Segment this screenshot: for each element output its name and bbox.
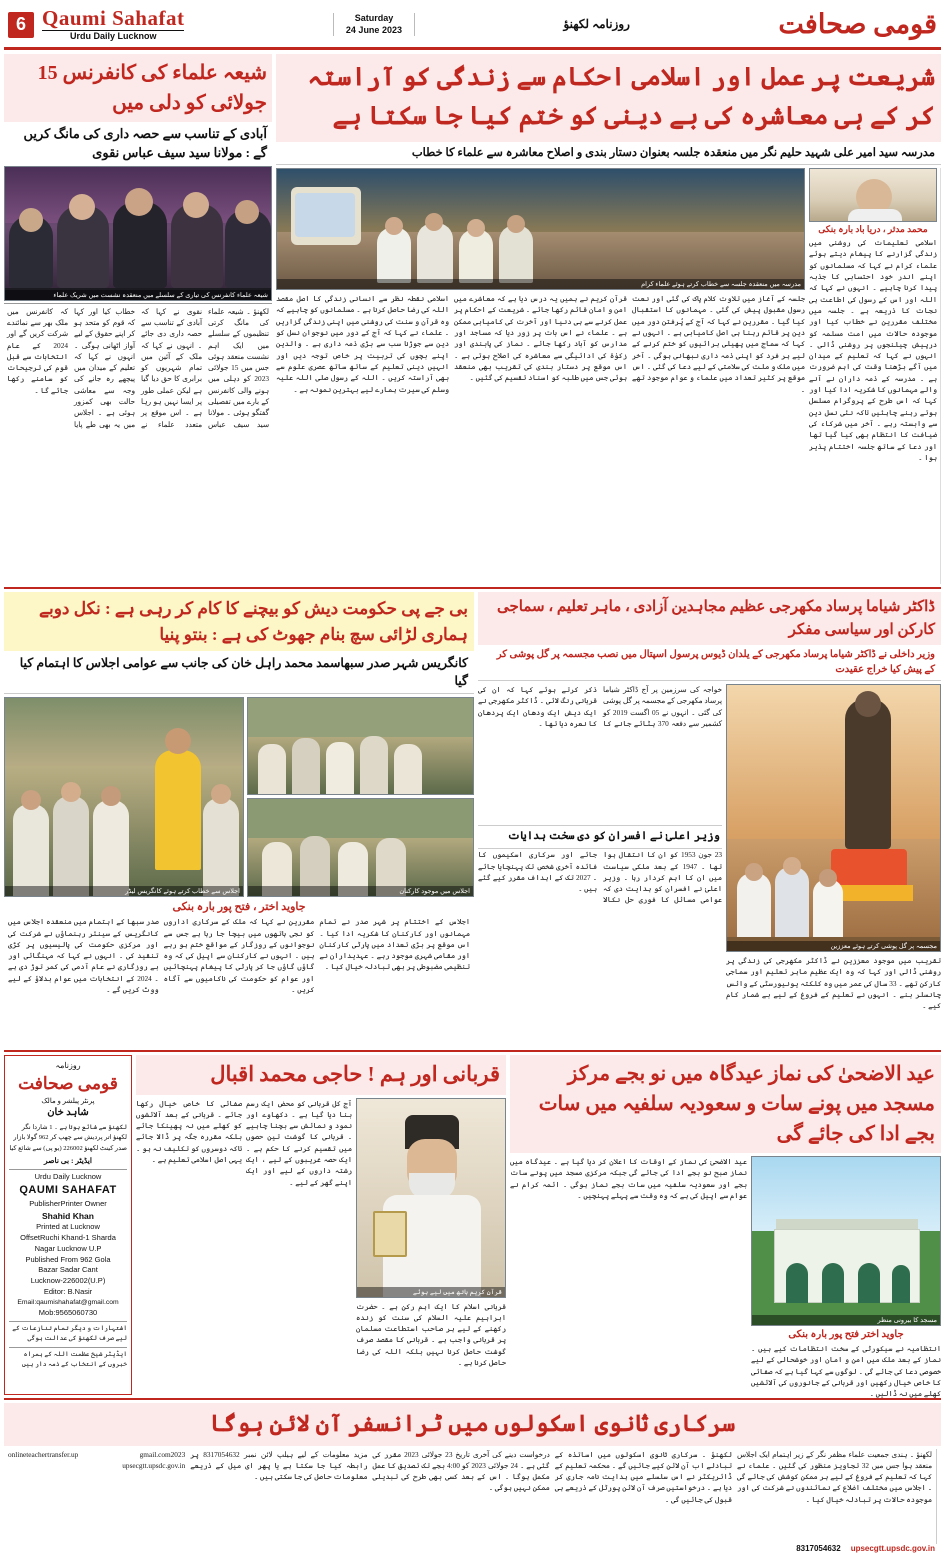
colophon-en-3: PublisherPrinter Owner: [29, 1198, 107, 1208]
transfer-website-1: upsecgtt.upsdc.gov.in: [122, 1460, 186, 1470]
eid-headline-band: [510, 1055, 941, 1153]
colophon-en-9: Bazar Sadar Cant: [38, 1265, 98, 1275]
transfer-headline-band: [4, 1403, 941, 1446]
colophon-editor-urdu: ایڈیٹر : بی ناصر: [44, 1156, 92, 1166]
statue-photo: [726, 684, 941, 952]
masthead-left: [8, 8, 184, 41]
bottom-section: [4, 1055, 941, 1399]
left-top-headline-band: [4, 54, 272, 122]
statue-photo-col: [726, 684, 941, 1047]
colophon-address-urdu: لکھنؤ سے شائع ہوتا ہے ۔ 1 شاردا نگر لکھنؤ اتر پردیش سے چھپ کر 962 گولا بازار صدر کینٹ لکھنؤ 226002 (یو پی) سے شائع کیا: [9, 1123, 127, 1152]
statue-column-2: تقریب میں موجود معززین نے ڈاکٹر مکھرجی کی زندگی پر روشنی ڈالی اور کہا کہ وہ ایک عظیم ماہر تعلیم اور سماجی کارکن تھے ۔ 33 سال کی عمر میں وہ کلکتہ یونیورسٹی کے وائس چانسلر بنے ۔ انہوں نے تعلیم کے فروغ کے لیے بے شمار کام کیے ۔: [726, 956, 942, 1011]
left-top-headline: شیعہ علماء کی کانفرنس 15 جولائی کو دلی میں: [37, 62, 267, 114]
qurbani-headline: قربانی اور ہم ! حاجی محمد اقبال: [210, 1062, 500, 1086]
transfer-website-link-2[interactable]: upsecgtt.upsdc.gov.in: [850, 1544, 935, 1553]
masthead-urdu-subtitle: روزنامہ لکھنؤ: [563, 17, 630, 31]
page-number-badge: 6: [8, 12, 34, 38]
bjp-column-1: صدر سبھا کے اہتمام میں منعقدہ اجلاس میں کانگریس کے سینئر رہنماؤں نے شرکت کی اور مرکزی حکومت کی پالیسیوں پر کڑی تنقید کی ۔ انہوں نے کہا کہ مہنگائی اور بے روزگاری نے عام آدمی کی کمر توڑ دی ہے ۔ 2024 کے انتخابات میں عوام بدلاؤ کے لیے ووٹ کریں گے ۔: [8, 917, 159, 995]
transfer-header: [4, 1403, 941, 1446]
colophon-urdu-name: قومی صحافت: [18, 1073, 118, 1093]
transfer-columns: [4, 1449, 941, 1545]
bjp-photo-stack: [247, 697, 474, 897]
top-right-columns: [276, 293, 805, 584]
divider-1: [4, 587, 941, 589]
transfer-helpline-number: 8317054632: [796, 1544, 841, 1553]
bjp-photo-caption-1: اجلاس سے خطاب کرتے ہوئے کانگریس لیڈر: [5, 886, 243, 896]
divider-2: [4, 1050, 941, 1052]
top-section: [4, 54, 941, 584]
masthead-english-subtitle: Urdu Daily Lucknow: [42, 30, 184, 41]
eid-content: [510, 1156, 941, 1399]
top-right-article: [276, 54, 941, 584]
qurbani-photo-caption: قرآن کریم ہاتھ میں لیے ہوئے: [357, 1287, 505, 1297]
top-right-content: [276, 168, 941, 584]
colophon-urdu-daily: روزنامہ: [55, 1061, 81, 1070]
colophon-owner-label: پرنٹر پبلشر و مالک: [41, 1097, 95, 1106]
bjp-photo-caption-2: اجلاس میں موجود کارکنان: [248, 886, 473, 896]
qurbani-column-1: قربانی اسلام کا ایک اہم رکن ہے ۔ حضرت ابراہیم علیہ السلام کی سنت کو زندہ رکھنے کے لیے ہر صاحب استطاعت مسلمان پر قربانی واجب ہے ۔ قربانی کا مقصد صرف گوشت حاصل کرنا نہیں بلکہ اللہ کی رضا حاصل کرنا ہے ۔: [356, 1301, 506, 1367]
colophon-en-4: Shahid Khan: [42, 1210, 94, 1221]
top-right-text-col: [276, 168, 805, 584]
left-top-photo: [4, 166, 272, 301]
masthead: [4, 4, 941, 50]
eid-photo: [751, 1156, 941, 1326]
colophon-owner-name: شاہد خان: [47, 1107, 89, 1119]
masthead-date: [333, 13, 415, 36]
left-top-body: لکھنؤ ۔ شیعہ علماء کی مانگ کرتی تنظیموں کے سلسلے میں ایک اہم نشست منعقد ہوئی جس میں 15 جولائی 2023 کو دہلی میں ہونے والی کانفرنس کے بارے میں تفصیلی گفتگو ہوئی ۔ مولانا سید سیف عباس نقوی نے کہا کہ آبادی کے تناسب سے حصہ داری دی جائے ۔ انہوں نے کہا کہ ملک کے آئین میں تمام شہریوں کو برابری کا حق دیا گیا ہے لیکن عملی طور پر ایسا نہیں ہو رہا ہے ۔ اس موقع پر متعدد علماء نے خطاب کیا اور کہا کہ قوم کو متحد ہو کر اپنے حقوق کے لیے آواز اٹھانی ہوگی ۔ انہوں نے کہا کہ تعلیم کے میدان میں پیچھے رہ جانے کی وجہ سے معاشی حالت بھی کمزور ہوئی ہے ۔ اجلاس میں یہ بھی طے پایا کہ کانفرنس میں ملک بھر سے نمائندے شرکت کریں گے اور 2024 کے عام انتخابات سے قبل قوم کی ترجیحات کو سامنے رکھا جائے گا ۔: [7, 306, 269, 429]
colophon-en-10: Lucknow-226002(U.P): [30, 1276, 106, 1286]
eid-photo-caption: مسجد کا بیرونی منظر: [752, 1315, 940, 1325]
far-right-photo: [809, 168, 937, 222]
statue-subhead: وزیر داخلی نے ڈاکٹر شیاما پرساد مکھرجی کے یلدان ڈیوس پرسول اسپتال میں نصب مجسمہ پر گل پوشی کر کے پیش کیا خراج عقیدت: [496, 649, 935, 675]
left-top-article: [4, 54, 272, 584]
statue-headline-band: [478, 592, 941, 645]
eid-photo-col: [751, 1156, 941, 1399]
top-right-column-2: قرآن کریم نے ہمیں یہ درس دیا ہے کہ معاشرے میں امن و امان قائم رکھا جائے ۔ شریعت کے احکام پر عمل کرنے سے ہی دنیا اور آخرت کی کامیابی ممکن ہے ۔ علماء نے اس بات پر زور دیا کہ مساجد اور مدارس کو آباد رکھا جائے ۔ نماز کی پابندی اور زکوٰۃ کی ادائیگی سے معاشرہ کی اصلاح ہوتی ہے ۔ اس موقع پر دستار بندی کی تقریب بھی منعقد ہوئی جس میں طلبہ کو اسناد تقسیم کی گئیں ۔: [454, 294, 627, 383]
colophon: [4, 1055, 132, 1395]
top-right-column-3: جلسہ کے آغاز میں تلاوت کلام پاک کی گئی اور نعت رسول مقبول پیش کی گئی ۔ مہمانوں کا استقبال کیا گیا ۔ مقررین نے کہا کہ آج کے پُرفتن دور میں دین پر قائم رہنا ہی اصل کامیابی ہے ۔ انہوں نے کہا کہ سماج میں پھیلی برائیوں کو ختم کرنے کے لیے ہر فرد کو اپنی ذمہ داری نبھانی ہوگی ۔ آخر میں ملک و ملت کی سلامتی کے لیے دعا کی گئی ۔ اس موقع پر کثیر تعداد میں علماء و عوام موجود تھے ۔: [632, 294, 805, 394]
transfer-email-value: onlineteachertransfer.up gmail.com2023: [8, 1449, 186, 1459]
left-top-photo-caption: شیعہ علماء کانفرنس کی تیاری کے سلسلے میں منعقدہ نشست میں شریک علماء: [5, 290, 271, 300]
colophon-en-8: Published From 962 Gola: [25, 1254, 111, 1264]
eid-column-1: عید الاضحیٰ کی نماز کے اوقات کا اعلان کر دیا گیا ہے ۔ عیدگاہ میں نماز صبح نو بجے ادا کی جائے گی جبکہ مرکزی مسجد میں پونے سات بجے اور سعودیہ سلفیہ میں سات بجے نماز ہوگی ۔ ائمہ کرام نے عوام سے اپیل کی ہے کہ وہ وقت سے پہلے پہنچیں ۔: [510, 1157, 747, 1200]
top-right-photo-caption: مدرسہ میں منعقدہ جلسہ سے خطاب کرتے ہوئے علماء کرام: [277, 279, 804, 289]
qurbani-photo: [356, 1098, 506, 1298]
colophon-block: [4, 1055, 132, 1395]
statue-article: [478, 592, 941, 1047]
colophon-mobile: Mob:9565060730: [38, 1307, 98, 1317]
colophon-en-1: Urdu Daily Lucknow: [34, 1171, 102, 1181]
top-right-column-1: اسلامی نقطہ نظر سے انسانی زندگی کا اصل مقصد اللہ کی رضا حاصل کرنا ہے ۔ مسلمانوں کو چاہیے کہ وہ قرآن و سنت کی روشنی میں اپنی زندگی گزاریں ۔ علماء نے کہا کہ آج کے دور میں نوجوان نسل کو دین سے جوڑنا سب سے بڑی ذمہ داری ہے ۔ والدین اپنے بچوں کی تربیت پر خاص توجہ دیں اور انہیں دینی تعلیم کے ساتھ ساتھ عصری علوم سے بھی آراستہ کریں ۔ اللہ کے رسول صلی اللہ علیہ وسلم کی سیرت ہمارے لیے بہترین نمونہ ہے ۔: [276, 294, 449, 394]
transfer-article: [4, 1403, 941, 1553]
eid-column-2: انتظامیہ نے سیکورٹی کے سخت انتظامات کیے ہیں ۔ نماز کے بعد ملک میں امن و امان اور خوشحالی کے لیے خصوصی دعا کی جائے گی ۔ لوگوں سے کہا گیا ہے کہ صفائی کا خاص خیال رکھیں اور قربانی کے جانوروں کی آلائشیں کھلے میں نہ ڈالیں ۔: [751, 1344, 941, 1399]
statue-column-1: خواجہ کی سرزمین پر آج ڈاکٹر شیاما پرساد مکھرجی کے مجسمہ پر گل پوشی کی گئی ۔ انہوں نے 05 اگست 2019 کو کشمیر سے دفعہ 370 ہٹائے جانے کا ذکر کرتے ہوئے کہا کہ ان کی قربانی رنگ لائی ۔ ڈاکٹر مکھرجی نے ایک دیش ایک ودھان ایک پردھان کا نعرہ دیا تھا ۔: [478, 685, 723, 728]
transfer-headline: سرکاری ثانوی اسکولوں میں ٹرانسفر آن لائن ہوگا: [209, 1411, 736, 1436]
qurbani-article: [136, 1055, 506, 1395]
far-right-byline: محمد مدثر ، دریا باد بارہ بنکی: [818, 224, 928, 235]
transfer-side-note: لکھنؤ ۔ ہندی جمعیت علماء مظفر نگر کے زیر اہتمام ایک اجلاس منعقد ہوا جس میں 32 تجاویز منظور کی گئیں ۔ علماء نے کہا کہ تعلیم کے فروغ کے لیے ہر ممکن کوشش کی جائے گی ۔ اجلاس میں مختلف اضلاع کے نمائندوں نے شرکت کی اور موجودہ حالات پر تبادلہ خیال کیا ۔: [737, 1449, 937, 1545]
left-top-subhead: آبادی کے تناسب سے حصہ داری کی مانگ کریں گے : مولانا سید سیف عباس نقوی: [23, 126, 267, 160]
middle-section: [4, 592, 941, 1047]
bjp-headline-1: بی جے پی حکومت دیش کو بیچنے کا کام کر رہی ہے : نکل دوبے: [39, 599, 468, 618]
qurbani-headline-band: [136, 1055, 506, 1095]
top-right-headline: شریعت پر عمل اور اسلامی احکام سے زندگی کو آراستہ کر کے ہی معاشرہ کی بے دینی کو ختم کیا جا سکتا ہے: [307, 64, 935, 130]
bjp-article: [4, 592, 474, 1047]
bjp-headline-band: [4, 592, 474, 651]
transfer-column-2: درخواست دینے کی آخری تاریخ 23 جولائی 2023 مقرر کی گئی ہے ۔ 24 جولائی 2023 کو 4:00 بجے تک تصدیق کا عمل مکمل ہوگا ۔ اس کے بعد کسی بھی طرح کی تبدیلی ممکن نہیں ہوگی ۔: [372, 1449, 550, 1493]
statue-content: [478, 684, 941, 1047]
bjp-column-3: اجلاس کے اختتام پر شہر صدر نے تمام مہمانوں اور کارکنان کا شکریہ ادا کیا ۔ اس موقع پر بڑی تعداد میں پارٹی کارکنان اور مقامی شہری موجود رہے ۔ عہدیداران نے تنظیمی مضبوطی پر بھی تبادلہ خیال کیا ۔: [319, 917, 471, 972]
bjp-photo-3: [247, 798, 474, 897]
bjp-columns: [4, 916, 474, 1047]
statue-left-text: [478, 684, 722, 1047]
bjp-byline: جاوید اختر ، فتح پور بارہ بنکی: [172, 901, 306, 914]
statue-subhead-wrap: [478, 645, 941, 681]
eid-article: [510, 1055, 941, 1399]
eid-left: [510, 1156, 747, 1399]
bjp-subhead-wrap: [4, 651, 474, 694]
far-right-col: [809, 168, 941, 584]
masthead-day: Saturday: [354, 13, 394, 24]
colophon-en-2: QAUMI SAHAFAT: [19, 1183, 117, 1196]
statue-column-3: 23 جون 1953 کو ان کا انتقال ہوا تھا ۔ 1947 کے بعد ملکی سیاست میں ان کا اہم کردار رہا ۔ وزیر اعلیٰ نے افسران کو ہدایت دی کہ عوامی مسائل کا فوری حل نکالا جائے اور سرکاری اسکیموں کا فائدہ آخری شخص تک پہنچایا جائے ۔ 2027 تک کے اہداف مقرر کیے گئے ہیں ۔: [478, 850, 722, 905]
masthead-date-value: 24 June 2023: [345, 24, 402, 35]
top-right-subhead: مدرسہ سید امیر علی شہید حلیم نگر میں منعقدہ جلسہ بعنوان دستار بندی و اصلاح معاشرہ سے علماء کا خطاب: [411, 146, 935, 159]
colophon-email: Email:qaumishahafat@gmail.com: [17, 1299, 119, 1307]
transfer-column-1: لکھنؤ ۔ سرکاری ثانوی اسکولوں میں اساتذہ کے تبادلے اب آن لائن کیے جائیں گے ۔ محکمہ تعلیم کے ڈائریکٹر نے اس سلسلے میں ہدایت نامہ جاری کر دیا ہے ۔ درخواستیں صرف آن لائن پورٹل کے ذریعے ہی قبول کی جائیں گی ۔: [554, 1449, 732, 1504]
qurbani-content: [136, 1098, 506, 1396]
colophon-en-11: Editor: B.Nasir: [43, 1287, 93, 1297]
colophon-footer-2: ایڈیٹر شیخ عظمت اللہ کے ہمراہ خبروں کے انتخاب کے ذمہ دار ہیں: [22, 1350, 127, 1368]
colophon-en-7: Nagar Lucknow U.P: [34, 1243, 102, 1253]
statue-photo-caption: مجسمہ پر گل پوشی کرتے ہوئے معززین: [727, 941, 940, 951]
colophon-footer-1: اشتہارات و دیگر تمام تنازعات کے لیے صرف لکھنؤ کی عدالت ہوگی: [12, 1324, 127, 1343]
masthead-urdu-title: قومی صحافت: [778, 9, 937, 39]
left-top-subhead-wrap: [4, 122, 272, 166]
colophon-en-5: Printed at Lucknow: [36, 1221, 100, 1231]
qurbani-column-3: صفائی کا خاص خیال رکھا جائے ۔ قربانی کے بعد آلائشوں کو کھلے میں نہ پھینکا جائے بلکہ مقررہ جگہ پر ڈالا جائے تاکہ دوسروں کو تکلیف نہ ہو ۔ یہی اصل اسلامی تعلیم ہے ۔: [136, 1098, 242, 1164]
bjp-subhead: کانگریس شہر صدر سبھاسمد محمد راہل خان کی جانب سے عوامی اجلاس کا اہتمام کیا گیا: [19, 656, 468, 689]
transfer-links: [4, 1544, 941, 1553]
bjp-photos: [4, 697, 474, 897]
colophon-en-6: OffsetRuchi Khand-1 Sharda: [20, 1232, 116, 1242]
statue-sub-headline: وزیر اعلیٰ نے افسران کو دی سخت ہدایات: [478, 825, 722, 849]
transfer-column-3: مزید معلومات کے لیے ہیلپ لائن نمبر 8317054632 پر رابطہ کیا جا سکتا ہے یا پھر ای میل کے ذریعے معلومات حاصل کی جا سکتی ہیں ۔: [190, 1449, 368, 1482]
bjp-column-2: مقررین نے کہا کہ ملک کے سرکاری اداروں کو نجی ہاتھوں میں بیچا جا رہا ہے جس سے نوجوانوں کے روزگار کے مواقع ختم ہو رہے ہیں ۔ انہوں نے کارکنان سے اپیل کی کہ وہ گاؤں گاؤں جا کر پارٹی کا پیغام پہنچائیں اور عوام کو حکومت کی ناکامیوں سے آگاہ کریں ۔: [163, 917, 315, 995]
top-right-headline-band: [276, 54, 941, 142]
far-right-body: اسلامی تعلیمات کی روشنی میں زندگی گزارنے کا پیغام دیتے ہوئے علماء کرام نے کہا کہ مسلمانوں کو اپنے اندر خود احتسابی کا جذبہ پیدا کرنا چاہیے ۔ انہوں نے کہا کہ اللہ اور اس کے رسول کی اطاعت ہی نجات کا ذریعہ ہے ۔ جلسہ میں مختلف مقررین نے خطاب کیا اور موجودہ حالات میں امت مسلمہ کو درپیش چیلنجوں پر روشنی ڈالی ۔ انہوں نے کہا کہ تعلیم کے میدان میں آگے بڑھنا وقت کی اہم ضرورت ہے ۔ مدرسہ کے ذمہ داران نے آنے والے مہمانوں کا شکریہ ادا کیا اور کہا کہ اس طرح کے پروگرام مسلسل ہوتے رہنے چاہئیں تاکہ نئی نسل دین سے وابستہ رہے ۔ آخر میں شرکاء کی ضیافت کا انتظام بھی کیا گیا تھا اور دعا کے ساتھ جلسہ اختتام پذیر ہوا ۔: [809, 238, 937, 462]
masthead-english-title: Qaumi Sahafat: [42, 6, 185, 30]
qurbani-column-2: آج کل قربانی کو محض ایک رسم بنا دیا گیا ہے ۔ دکھاوے اور نمود و نمائش سے بچنا چاہیے ۔ قربانی کا گوشت تین حصوں میں تقسیم کرنے کا حکم ہے ۔ ایک حصہ غریبوں کے لیے ، ایک رشتہ داروں کے لیے اور ایک اپنے گھر کے لیے ۔: [246, 1098, 352, 1187]
masthead-logo: [42, 8, 184, 41]
top-right-photo: [276, 168, 805, 290]
bjp-photo-main: [4, 697, 244, 897]
eid-byline: جاوید اختر فتح پور بارہ بنکی: [788, 1329, 904, 1340]
statue-headline: ڈاکٹر شیاما پرساد مکھرجی عظیم مجاہدین آزادی ، ماہر تعلیم ، سماجی کارکن اور سیاسی مفکر: [497, 599, 935, 638]
qurbani-photo-col: [356, 1098, 506, 1396]
bjp-headline-2: ہماری لڑائی سچ بنام جھوٹ کی ہے : بنتو پنیا: [159, 624, 468, 644]
eid-headline: عید الاضحیٰ کی نماز عیدگاہ میں نو بجے مرکز مسجد میں پونے سات و سعودیہ سلفیہ میں سات بجے ادا کی جائے گی: [538, 1063, 935, 1145]
bjp-photo-2: [247, 697, 474, 795]
transfer-helpline-note: [8, 1449, 185, 1545]
top-right-subhead-wrap: [276, 142, 941, 166]
